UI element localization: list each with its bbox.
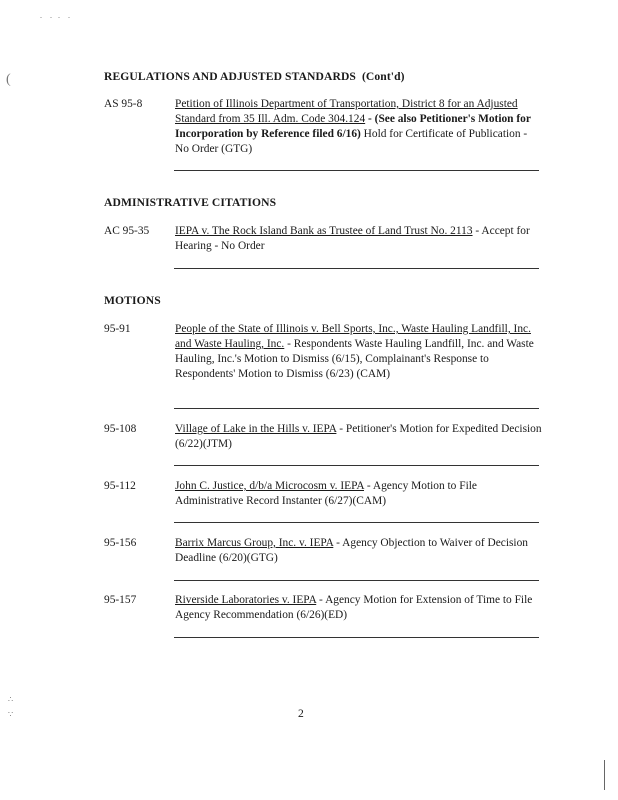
case-note: - (See also Petitioner's Motion for Incorporation by Reference filed 6/16): [175, 113, 531, 140]
case-title: Village of Lake in the Hills v. IEPA: [175, 423, 337, 435]
docket-number: AC 95-35: [104, 225, 150, 237]
case-title: Riverside Laboratories v. IEPA: [175, 594, 317, 606]
case-action: - Respondents Waste Hauling Landfill, Inc. and Waste Hauling, Inc.'s Motion to Dismiss (6/15), Complainant's Response to Respondents' Motion to Dismiss (6/23) (CAM): [175, 338, 534, 380]
docket-description: [175, 422, 543, 452]
docket-entry: [104, 593, 544, 625]
section-heading-regulations: REGULATIONS AND ADJUSTED STANDARDS (Cont'd): [104, 70, 405, 83]
page-number: 2: [298, 707, 304, 720]
divider-rule: [174, 170, 539, 171]
case-action: - Agency Motion to File Administrative Record Instanter (6/27)(CAM): [175, 480, 477, 507]
divider-rule: [174, 465, 539, 466]
case-action: Hold for Certificate of Publication - No Order (GTG): [175, 128, 528, 155]
divider-rule: [174, 637, 539, 638]
case-action: - Agency Objection to Waiver of Decision Deadline (6/20)(GTG): [175, 537, 528, 564]
docket-description: [175, 479, 543, 509]
docket-entry: [104, 322, 544, 397]
docket-entry: [104, 97, 544, 157]
docket-entry: [104, 422, 544, 454]
docket-number: AS 95-8: [104, 98, 143, 110]
docket-entry: [104, 536, 544, 568]
scan-speck: ∴ ∵: [8, 695, 14, 719]
divider-rule: [174, 408, 539, 409]
docket-description: [175, 536, 543, 566]
case-action: - Accept for Hearing - No Order: [175, 225, 530, 252]
docket-entry: [104, 224, 544, 256]
scan-speck: . . . .: [40, 11, 70, 20]
docket-number: 95-157: [104, 594, 137, 606]
docket-number: 95-91: [104, 323, 131, 335]
docket-description: [175, 593, 543, 623]
docket-number: 95-156: [104, 537, 137, 549]
case-action: - Agency Motion for Extension of Time to File Agency Recommendation (6/26)(ED): [175, 594, 533, 621]
divider-rule: [174, 268, 539, 269]
section-heading-administrative: ADMINISTRATIVE CITATIONS: [104, 196, 277, 209]
case-title: People of the State of Illinois v. Bell Sports, Inc., Waste Hauling Landfill, Inc. and Waste Hauling, Inc.: [175, 323, 531, 350]
divider-rule: [174, 522, 539, 523]
docket-description: [175, 322, 543, 382]
docket-description: [175, 224, 543, 254]
docket-description: [175, 97, 543, 157]
docket-number: 95-112: [104, 480, 136, 492]
case-title: Petition of Illinois Department of Transportation, District 8 for an Adjusted Standard from 35 Ill. Adm. Code 304.124: [175, 98, 518, 125]
scan-speck: (: [6, 72, 11, 87]
scan-edge-mark: [604, 760, 605, 790]
case-action: - Petitioner's Motion for Expedited Decision (6/22)(JTM): [175, 423, 542, 450]
section-heading-motions: MOTIONS: [104, 294, 161, 307]
case-title: IEPA v. The Rock Island Bank as Trustee of Land Trust No. 2113: [175, 225, 473, 237]
docket-entry: [104, 479, 544, 511]
docket-number: 95-108: [104, 423, 137, 435]
case-title: John C. Justice, d/b/a Microcosm v. IEPA: [175, 480, 364, 492]
case-title: Barrix Marcus Group, Inc. v. IEPA: [175, 537, 334, 549]
divider-rule: [174, 580, 539, 581]
